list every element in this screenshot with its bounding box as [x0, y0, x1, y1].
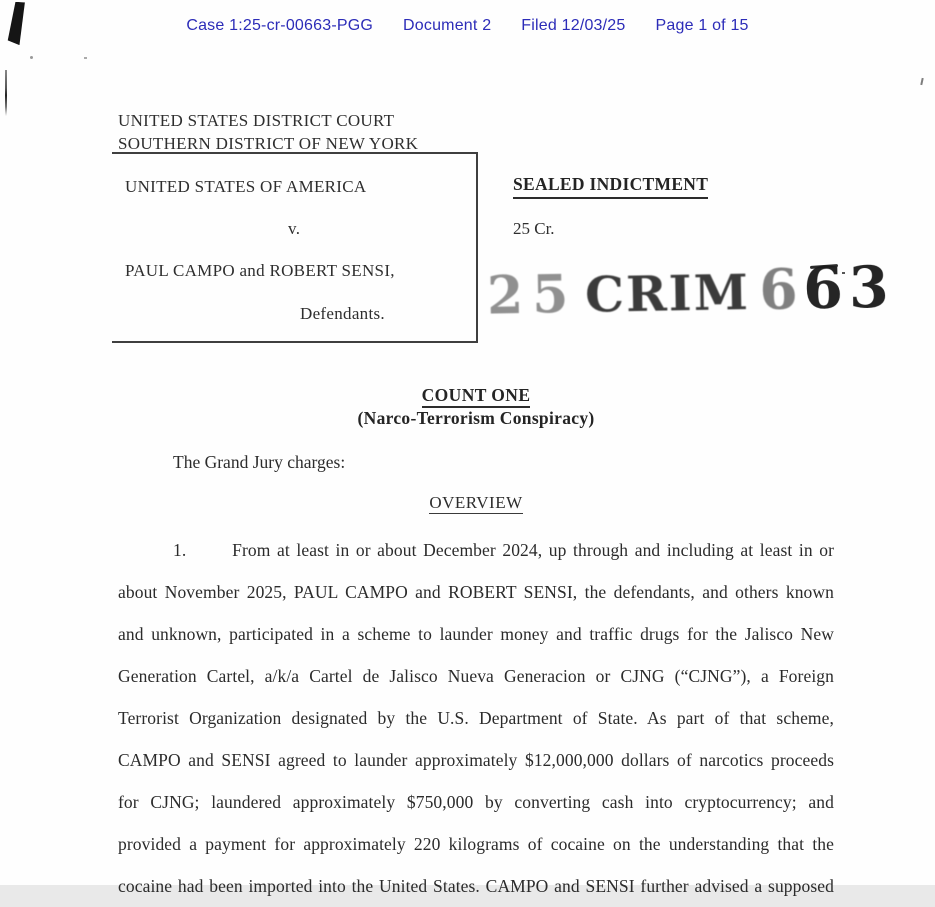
scan-artifact-speck [84, 57, 87, 59]
header-filed-date: Filed 12/03/25 [521, 17, 626, 34]
crim-number-stamp [486, 253, 896, 327]
count-one-subtitle: (Narco-Terrorism Conspiracy) [357, 408, 595, 428]
paragraph-line: 1. From at least in or about December 2024, up through and including at least in or [173, 540, 834, 560]
stamp-year: 25 [486, 264, 578, 327]
court-name-block [118, 109, 418, 155]
header-page-number: Page 1 of 15 [655, 17, 749, 34]
header-case-number: Case 1:25-cr-00663-PGG [186, 17, 374, 34]
scan-artifact-tick [920, 78, 923, 85]
pacer-header [0, 17, 935, 35]
paragraph-line: for CJNG; laundered approximately $750,000 by converting cash into cryptocurrency; and [118, 792, 834, 812]
caption-plaintiff: UNITED STATES OF AMERICA [125, 177, 367, 196]
paragraph-line: cocaine had been imported into the United States. CAMPO and SENSI further advised a supposed [118, 876, 834, 896]
paragraph-line: provided a payment for approximately 220 kilograms of cocaine on the understanding that the [118, 834, 834, 854]
grand-jury-charges-line: The Grand Jury charges: [173, 452, 346, 472]
court-name-line1: UNITED STATES DISTRICT COURT [118, 111, 395, 130]
paragraph-line: about November 2025, PAUL CAMPO and ROBERT SENSI, the defendants, and others known [118, 582, 834, 602]
count-one-heading [118, 385, 834, 406]
count-one-title-text: COUNT ONE [422, 385, 531, 408]
paragraph-line: and unknown, participated in a scheme to launder money and traffic drugs for the Jalisco New [118, 624, 834, 644]
sealed-indictment-title: SEALED INDICTMENT [513, 174, 708, 199]
overview-heading-text: OVERVIEW [429, 493, 523, 512]
paragraph-line: Terrorist Organization designated by the U.S. Department of State. As part of that scheme, [118, 708, 834, 728]
paragraph-line: Generation Cartel, a/k/a Cartel de Jalisco Nueva Generacion or CJNG (“CJNG”), a Foreign [118, 666, 834, 686]
stamp-digits: 63 [802, 253, 896, 323]
scan-artifact-speck [30, 56, 33, 59]
scan-artifact-vertical-line [5, 70, 7, 116]
paragraph-1 [118, 529, 834, 907]
caption-versus: v. [288, 219, 301, 238]
stamp-word: CRIM [584, 263, 751, 324]
caption-defendant-names: PAUL CAMPO and ROBERT SENSI, [125, 261, 395, 280]
stamp-digit-faded: 6 [758, 256, 799, 322]
docket-number: 25 Cr. [513, 219, 555, 238]
overview-heading [118, 493, 834, 513]
court-name-line2: SOUTHERN DISTRICT OF NEW YORK [118, 134, 419, 153]
paragraph-line: CAMPO and SENSI agreed to launder approximately $12,000,000 dollars of narcotics proceeds [118, 750, 834, 770]
caption-defendants-label: Defendants. [300, 304, 385, 323]
header-document-number: Document 2 [403, 17, 492, 34]
